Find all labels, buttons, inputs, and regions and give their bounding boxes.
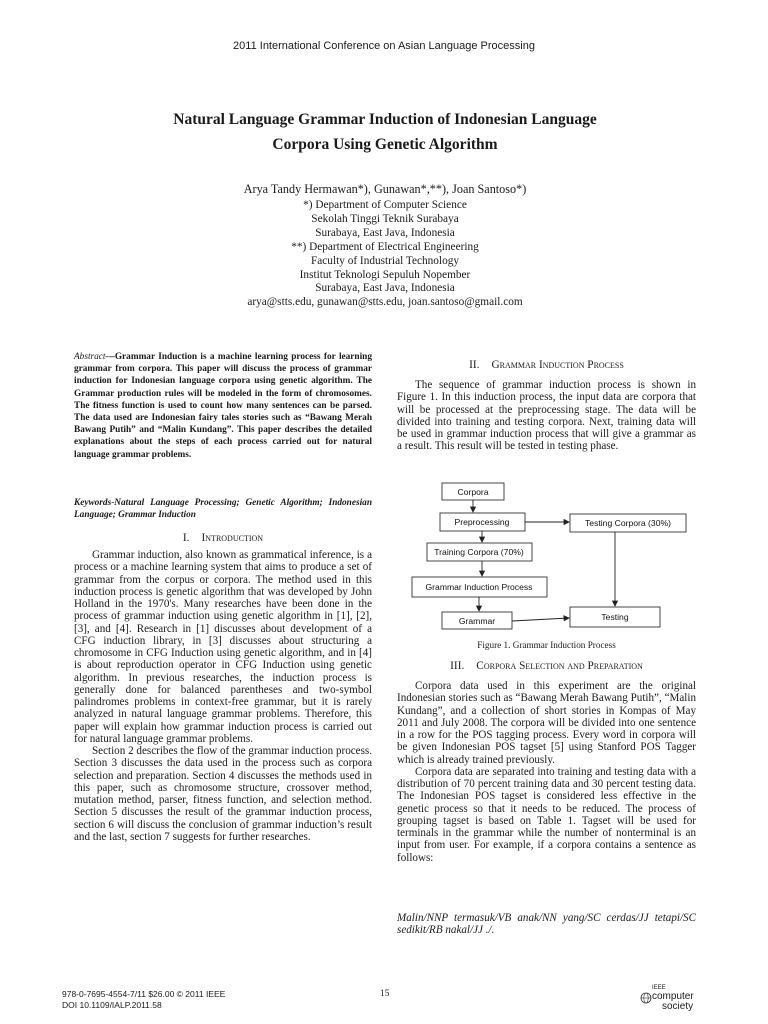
- affiliation-line: Sekolah Tinggi Teknik Surabaya: [311, 212, 459, 225]
- keywords: Keywords-Natural Language Processing; Genetic Algorithm; Indonesian Language; Grammar Induction: [74, 498, 372, 521]
- logo-society-text: society: [662, 1001, 694, 1012]
- conference-header: 2011 International Conference on Asian Language Processing: [233, 40, 535, 52]
- section-heading-introduction: [74, 532, 372, 544]
- affiliation-line: **) Department of Electrical Engineering: [291, 240, 479, 253]
- globe-icon: [640, 992, 652, 1004]
- section-number: I.: [182, 532, 190, 544]
- isbn-line: 978-0-7695-4554-7/11 $26.00 © 2011 IEEE: [62, 989, 226, 999]
- paragraph: Section 2 describes the flow of the grammar induction process. Section 3 discusses the data used in the process such as corpora selection and preparation. Section 4 discusses the methods used in this paper, such as chromosome structure, crossover method, mutation method, parser, fitness function, and selection method. Section 5 discusses the result of the grammar induction process, section 6 will discuss the conclusion of grammar induction’s result and the last, section 7 suggests for further researches.: [74, 745, 372, 843]
- affiliation-line: *) Department of Computer Science: [303, 199, 467, 211]
- introduction-body: [74, 549, 372, 843]
- affiliation-line: Surabaya, East Java, Indonesia: [315, 282, 455, 295]
- affiliation-line: Surabaya, East Java, Indonesia: [315, 226, 455, 239]
- figure-caption: Figure 1. Grammar Induction Process: [477, 640, 616, 650]
- doi-line: DOI 10.1109/IALP.2011.58: [62, 1000, 162, 1010]
- grammar-induction-body: [397, 379, 696, 453]
- author-emails: arya@stts.edu, gunawan@stts.edu, joan.santoso@gmail.com: [247, 296, 523, 309]
- pos-tagged-example: Malin/NNP termasuk/VB anak/NN yang/SC cerdas/JJ tetapi/SC sedikit/RB nakal/JJ ./.: [397, 912, 696, 937]
- ieee-computer-society-logo: [640, 985, 694, 1012]
- node-label: Training Corpora (70%): [434, 547, 524, 557]
- abstract-text: —Grammar Induction is a machine learning process for learning grammar from corpora. This paper will discuss the process of grammar induction for Indonesian language corpora using genetic algorithm. The Grammar production rules will be modeled in the form of chromosomes. The fitness function is used to count how many sentences can be parsed. The data used are Indonesian fairy tales stories such as “Bawang Merah Bawang Putih” and “Malin Kundang”. This paper describes the detailed explanations about the steps of each process carried out for natural language grammar problems.: [74, 352, 372, 460]
- section-heading-corpora: [397, 660, 696, 672]
- section-heading-grammar-induction: [397, 359, 696, 371]
- title-line-2: Corpora Using Genetic Algorithm: [272, 136, 498, 153]
- affiliation-line: Institut Teknologi Sepuluh Nopember: [299, 268, 471, 281]
- node-label: Grammar: [458, 616, 496, 626]
- affiliations: [90, 199, 680, 310]
- footer-publication-info: [62, 989, 225, 1011]
- logo-computer-text: computer: [652, 991, 694, 1002]
- section-number: II.: [469, 359, 480, 371]
- flowchart-svg: [397, 478, 696, 638]
- node-label: Testing: [601, 612, 629, 622]
- section-title: Grammar Induction Process: [491, 359, 624, 371]
- section-title: Introduction: [201, 532, 264, 544]
- affiliation-line: Faculty of Industrial Technology: [310, 254, 460, 267]
- title-line-1: Natural Language Grammar Induction of Indonesian Language: [173, 111, 597, 128]
- abstract-label: Abstract: [74, 352, 106, 362]
- figure-1-flowchart: [397, 478, 696, 638]
- page-number: 15: [380, 989, 390, 999]
- abstract: [74, 351, 372, 461]
- logo-ieee-text: IEEE: [652, 985, 666, 991]
- paragraph: Corpora data are separated into training and testing data with a distribution of 70 percent training data and 30 percent testing data. The Indonesian POS tagset is considered less effective in the genetic process so that it needs to be reduced. The process of grouping tagset is based on Table 1. Tagset will be used for terminals in the grammar while the number of nonterminal is an input from user. For example, if a corpora contains a sentence as follows:: [397, 765, 696, 864]
- paragraph: Grammar induction, also known as grammatical inference, is a process or a machine learning system that aims to produce a set of grammar from the corpus or corpora. The method used in this induction process is genetic algorithm that was developed by John Holland in the 1970's. Many researches have been done in the process of grammar induction using genetic algorithm in [1], [2], [3], and [4]. Research in [1] discusses about development of a CFG induction library, in [3] discusses about structuring a chromosome in CFG Induction using genetic algorithm, and in [4] is about reproduction operator in CFG Induction using genetic algorithm. In previous researches, the induction process is generally done for balanced parentheses and two-symbol palindromes problems in context-free grammar, but it is rarely analyzed in natural language grammar problems. Therefore, this paper will explain how grammar induction process is carried out for natural language grammar problems.: [74, 549, 372, 745]
- node-label: Corpora: [457, 487, 489, 497]
- node-label: Testing Corpora (30%): [585, 518, 671, 528]
- paragraph: The sequence of grammar induction process is shown in Figure 1. In this induction process, the input data are corpora that will be processed at the preprocessing stage. The data will be divided into training and testing corpora. Next, training data will be used in grammar induction process that will give a grammar as a result. This result will be tested in testing phase.: [397, 379, 696, 453]
- corpora-body: [397, 680, 696, 864]
- section-number: III.: [450, 660, 465, 672]
- section-title: Corpora Selection and Preparation: [476, 660, 643, 672]
- paper-title: [90, 107, 680, 157]
- node-label: Grammar Induction Process: [425, 582, 533, 592]
- paragraph: Corpora data used in this experiment are the original Indonesian stories such as “Bawang Merah Bawang Putih”, “Malin Kundang”, and a collection of short stories in Kompas of May 2011 and July 2008. The corpora will be divided into one sentence in a row for the POS tagging process. Every word in corpora will be given Indonesian POS tagset [5] using Stanford POS Tagger which is already trained previously.: [397, 680, 696, 766]
- example-sentence: [397, 912, 696, 937]
- node-label: Preprocessing: [454, 517, 510, 527]
- arrow-grammar-testing: [512, 618, 569, 621]
- author-list: Arya Tandy Hermawan*), Gunawan*,**), Joan Santoso*): [243, 182, 527, 196]
